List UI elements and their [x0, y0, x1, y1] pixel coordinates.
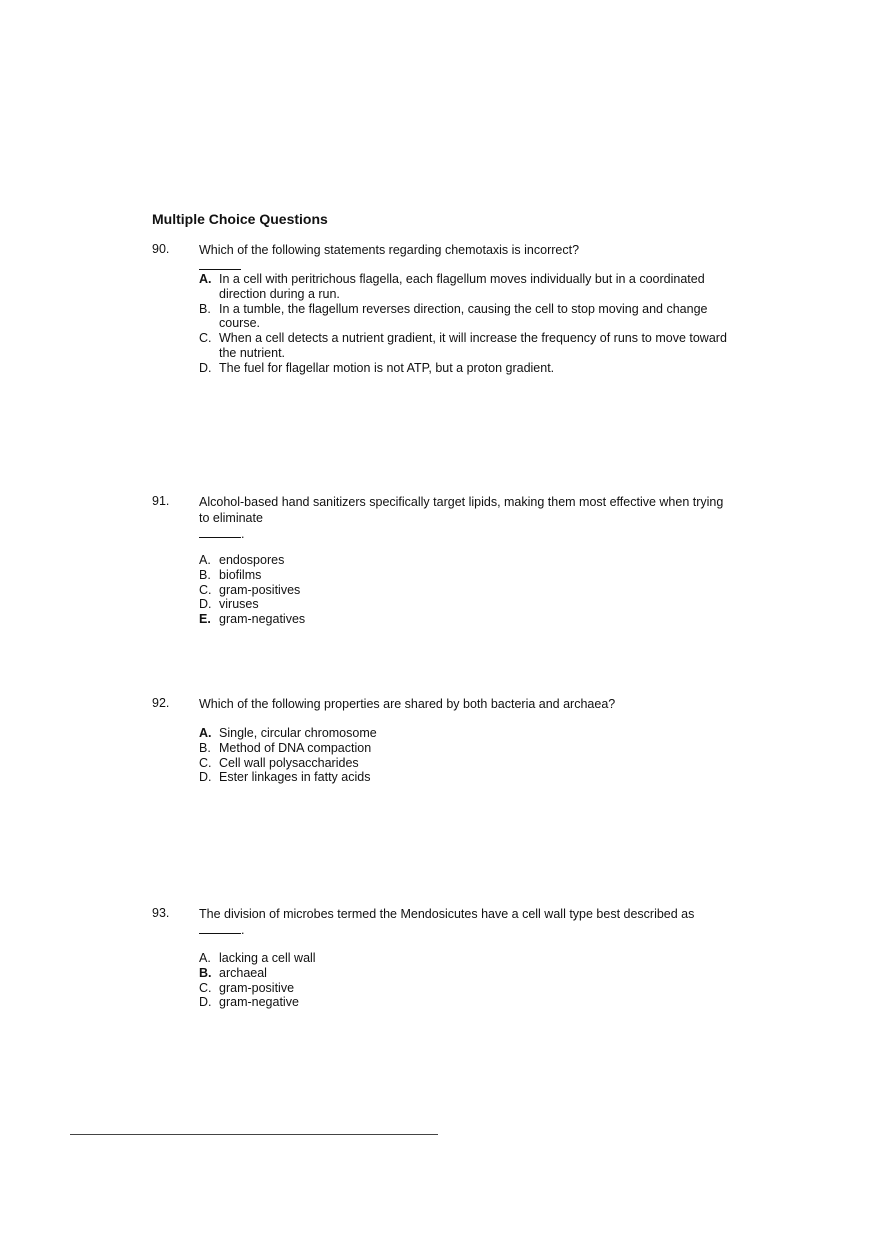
option-d: [199, 361, 729, 376]
option-letter: D.: [199, 770, 212, 785]
option-list: [199, 951, 729, 1010]
answer-blank: [199, 923, 241, 934]
option-letter: C.: [199, 755, 212, 770]
option-a: [199, 272, 729, 302]
option-letter: A.: [199, 726, 212, 740]
option-letter: D.: [199, 360, 212, 375]
option-text: biofilms: [219, 567, 262, 582]
option-letter: C.: [199, 980, 212, 995]
option-letter: A.: [199, 553, 211, 567]
option-text: viruses: [219, 597, 259, 612]
option-e: [199, 612, 729, 627]
option-text: Cell wall polysaccharides: [219, 755, 359, 770]
option-letter: C.: [199, 582, 212, 597]
option-text: In a cell with peritrichous flagella, each flagellum moves individually but in a coordinated direction during a run.: [219, 272, 705, 301]
answer-blank: [199, 265, 241, 270]
question-number: 93.: [152, 906, 170, 920]
question-number: 91.: [152, 494, 170, 508]
option-c: [199, 331, 729, 361]
option-text: gram-negative: [219, 995, 299, 1010]
option-text: gram-positives: [219, 582, 301, 597]
option-text: archaeal: [219, 965, 267, 980]
option-b: [199, 302, 729, 332]
option-text: gram-negatives: [219, 612, 306, 627]
section-title: Multiple Choice Questions: [152, 211, 328, 227]
option-d: [199, 770, 729, 785]
option-text: In a tumble, the flagellum reverses direction, causing the cell to stop moving and change course.: [219, 301, 708, 331]
question-text: Alcohol-based hand sanitizers specifically target lipids, making them most effective when trying to eliminate .: [199, 495, 724, 541]
option-a: [199, 553, 729, 568]
option-letter: B.: [199, 301, 211, 316]
option-d: [199, 597, 729, 612]
option-b: [199, 568, 729, 583]
option-letter: B.: [199, 740, 211, 755]
option-text: Single, circular chromosome: [219, 726, 377, 740]
option-letter: C.: [199, 331, 212, 346]
option-b: [199, 966, 729, 981]
option-list: [199, 272, 729, 376]
option-letter: B.: [199, 567, 211, 582]
question-text: The division of microbes termed the Mendosicutes have a cell wall type best described as .: [199, 907, 695, 937]
option-letter: E.: [199, 612, 211, 627]
option-letter: D.: [199, 597, 212, 612]
option-letter: A.: [199, 951, 211, 965]
footer-divider: [70, 1134, 438, 1135]
option-letter: B.: [199, 965, 212, 980]
option-c: [199, 981, 729, 996]
option-a: [199, 951, 729, 966]
option-c: [199, 756, 729, 771]
question-number: 90.: [152, 242, 170, 256]
question-text: Which of the following statements regarding chemotaxis is incorrect?: [199, 242, 729, 274]
option-list: [199, 726, 729, 785]
option-list: [199, 553, 729, 627]
option-text: The fuel for flagellar motion is not ATP, but a proton gradient.: [219, 360, 555, 375]
option-letter: D.: [199, 995, 212, 1010]
question-number: 92.: [152, 696, 170, 710]
option-text: lacking a cell wall: [219, 951, 316, 965]
option-text: endospores: [219, 553, 285, 567]
option-text: When a cell detects a nutrient gradient, it will increase the frequency of runs to move toward the nutrient.: [219, 331, 727, 360]
option-a: [199, 726, 729, 741]
option-text: gram-positive: [219, 980, 295, 995]
question-text: Which of the following properties are shared by both bacteria and archaea?: [199, 697, 616, 711]
option-d: [199, 995, 729, 1010]
option-c: [199, 583, 729, 598]
answer-blank: [199, 527, 241, 538]
option-text: Ester linkages in fatty acids: [219, 770, 371, 785]
option-b: [199, 741, 729, 756]
option-text: Method of DNA compaction: [219, 740, 372, 755]
option-letter: A.: [199, 272, 212, 286]
